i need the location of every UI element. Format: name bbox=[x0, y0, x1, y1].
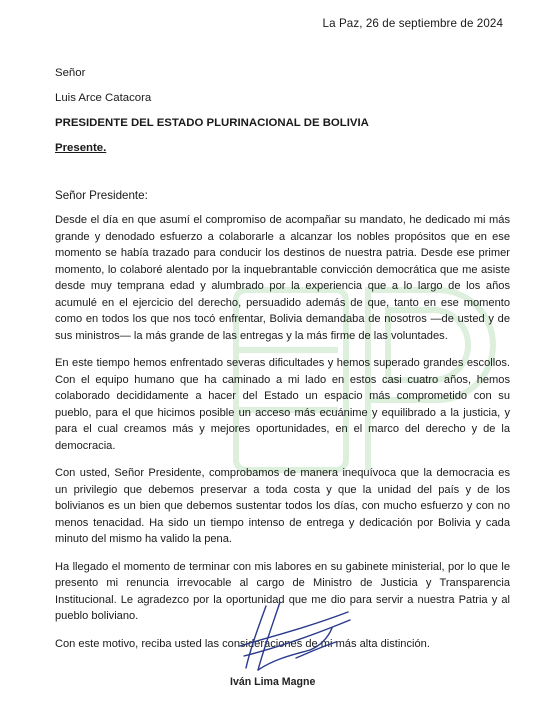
addressee-presente: Presente. bbox=[55, 142, 107, 154]
salutation: Señor Presidente: bbox=[55, 189, 148, 202]
letter-date: La Paz, 26 de septiembre de 2024 bbox=[322, 17, 503, 30]
paragraph-5: Con este motivo, reciba usted las consideraciones de mi más alta distinción. bbox=[55, 637, 430, 650]
signer-name: Iván Lima Magne bbox=[230, 676, 316, 688]
addressee-position: PRESIDENTE DEL ESTADO PLURINACIONAL DE BOLIVIA bbox=[55, 117, 369, 129]
handwritten-signature bbox=[236, 598, 356, 674]
paragraph-1: Desde el día en que asumí el compromiso de acompañar su mandato, he dedicado mi más grande y denodado esfuerzo a colaborarle a alcanzar los nobles propósitos que en ese momento se había trazado para conducir los destinos de nuestra patria. Desde ese primer momento, lo colaboré alentado por la inquebrantable convicción democrática que me asiste desde muy temprana edad y alumbrado por la experiencia que a lo largo de los años acumulé en el ejercicio del derecho, persuadido además de que, tanto en ese momento como en todos los que nos tocó enfrentar, Bolivia demandaba de nosotros —de usted y de sus ministros— la más grande de las entregas y la más firme de las voluntades. bbox=[55, 214, 510, 342]
paragraph-4: Ha llegado el momento de terminar con mis labores en su gabinete ministerial, por lo que le presento mi renuncia irrevocable al cargo de Ministro de Justicia y Transparencia Institucional. Le agradezco por la oportunidad que me dio para servir a nuestra Patria y al pueblo boliviano. bbox=[55, 560, 510, 622]
paragraph-2: En este tiempo hemos enfrentado severas dificultades y hemos superado grandes escollos. Con el equipo humano que ha caminado a mi lado en estos casi cuatro años, hemos colaborado decididamente a hacer del Estado un espacio más comprometido con su pueblo, para el que hicimos posible un acceso más ecuánime y equilibrado a la justicia, y para el cual creamos más y mejores oportunidades, en el marco del derecho y de la democracia. bbox=[55, 357, 510, 452]
paragraph-3: Con usted, Señor Presidente, comprobamos de manera inequívoca que la democracia es un privilegio que debemos preservar a toda costa y que la unidad del país y de los bolivianos es un bien que debemos sustentar todos los días, con mucho esfuerzo y con no menos tenacidad. Ha sido un tiempo intenso de entrega y dedicación por Bolivia y cada minuto del mismo ha valido la pena. bbox=[55, 467, 510, 545]
letter-body bbox=[55, 212, 510, 663]
addressee-block bbox=[55, 66, 369, 166]
addressee-name: Luis Arce Catacora bbox=[55, 92, 152, 104]
addressee-title: Señor bbox=[55, 67, 86, 79]
